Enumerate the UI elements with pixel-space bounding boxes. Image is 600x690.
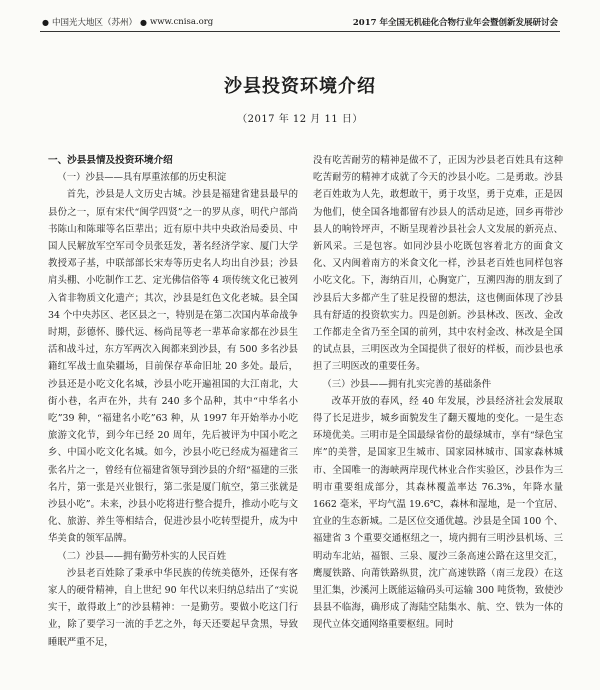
paragraph: 改革开放的春风，经 40 年发展，沙县经济社会发展取得了长足进步，城乡面貌发生了翻天覆地的变化。一是生态环境优美。三明市是全国最绿省份的最绿城市，享有“绿色宝库”的美誉，是国家卫生城市、国家园林城市、国家森林城市、全国唯一的海峡两岸现代林业合作实验区，沙县作为三明市重要组成部分，其森林覆盖率达 76.3%，年降水量 1662 毫米，平均气温 19.6℃，森林和湿地，是一个宜居、宜业的生态新城。二是区位交通优越。沙县是全国 100 个、福建省 3 个重要交通枢纽之一，境内拥有三明沙县机场、三明动车北站，福银、三泉、厦沙三条高速公路在这里交汇，鹰厦铁路、向莆铁路纵贯，沈广高速铁路（南三龙段）在这里汇集，沙溪河上既能运输码头可运输 300 吨货物，致使沙县县不临海，确形成了海陆空陆集水、航、空、铁为一体的现代立体交通网络重要枢纽。同时 xyxy=(313,395,563,631)
paragraph: 没有吃苦耐劳的精神是做不了，正因为沙县老百姓具有这种吃苦耐劳的精神才成就了今天的沙县小吃。二是勇敢。沙县老百姓敢为人先，敢想敢干，勇于攻坚，勇于克难，正是因为他们，使全国各地都留有沙县人的活动足迹，回乡再带沙县人的响铃坪声，不断呈现着沙县社会人文发展的新亮点、新风采。三是包容。如同沙县小吃既包容着北方的面食文化、又内闽着南方的米食文化一样，沙县老百姓也同样包容小吃文化。下，海纳百川，心胸宽广，互溯四海的朋友到了沙县后大多都产生了驻足投留的想法，这也侧面体现了沙县具有舒适的投资软实力。四是创新。沙县林改、医改、金改工作都走全省乃至全国的前列，其中农村金改、林改是全国的试点县，三明医改为全国提供了很好的样板，而沙县也承担了三明医改的重要任务。 xyxy=(313,155,563,373)
article-date: （2017 年 12 月 11 日） xyxy=(237,114,363,125)
running-header xyxy=(42,14,558,30)
journal-name: 中国光大地区（苏州） xyxy=(51,18,137,28)
meeting-title: 2017 年全国无机硅化合物行业年会暨创新发展研讨会 xyxy=(352,18,558,28)
header-divider xyxy=(40,31,560,32)
journal-url: www.cnisa.org xyxy=(149,17,214,27)
bullet-icon: ● xyxy=(42,17,49,27)
section-heading: 一、沙县县情及投资环境介绍 xyxy=(48,155,173,166)
bullet-icon: ● xyxy=(140,17,147,27)
right-column xyxy=(313,152,563,684)
header-left xyxy=(42,16,213,28)
subsection-heading: （二）沙县——拥有勤劳朴实的人民百姓 xyxy=(57,550,227,562)
paragraph: 首先，沙县是人文历史古城。沙县是福建省建县最早的县份之一，原有宋代“闽学四贤”之一的罗从彦，明代户部尚书陈山和陈璀等名臣辈出；近有原中共中央政治局委员、中国人民解放军空军司令员张廷发，著名经济学家、厦门大学教授邓子基，中联部部长宋寿等历史名人均出自沙县；沙县肩头棚、小吃制作工艺、定光佛信俗等 4 项传统文化已被列入省非物质文化遗产；其次，沙县是红色文化老城。县全国 34 个中央苏区、老区县之一，特别是在第二次国内革命战争时期，彭德怀、滕代远、杨尚昆等老一辈革命家都在沙县生活和战斗过，东方军两次入闽都来到沙县，有 500 多名沙县籍红军战士血染疆场，目前保存革命旧址 20 多处。最后，沙县还是小吃文化名城，沙县小吃开遍祖国的大江南北，大街小巷，名声在外，共有 240 多个品种，其中“中华名小吃”39 种，“福建名小吃”63 种，从 1997 年开始举办小吃旅游文化节，到今年已经 20 周年，先后被评为中国小吃之乡、中国小吃文化名城。如今，沙县小吃已经成为福建省三张名片之一，曾经有位福建省领导到沙县的介绍“福建的三张名片，第一张是兴业银行，第二张是厦门航空，第三张就是沙县小吃”。未来，沙县小吃将进行整合提升，推动小吃与文化、旅游、养生等相结合，促进沙县小吃转型提升，成为中华美食的领军品牌。 xyxy=(48,189,298,545)
subsection-heading: （一）沙县——具有厚重浓郁的历史积淀 xyxy=(57,172,227,184)
paragraph: 沙县老百姓除了秉承中华民族的传统美德外，还保有客家人的硬骨精神，自上世纪 90 年代以来归纳总结出了“实说实干，敢得敢上”的沙县精神：一是勤劳。要做小吃这门行业，除了要学习一流的手艺之外，每天还要起早贪黑，导致睡眠严重不足， xyxy=(48,567,298,648)
article-title: 沙县投资环境介绍 xyxy=(224,76,376,97)
left-column xyxy=(48,152,298,684)
subsection-heading: （三）沙县——拥有扎实完善的基础条件 xyxy=(322,378,492,390)
